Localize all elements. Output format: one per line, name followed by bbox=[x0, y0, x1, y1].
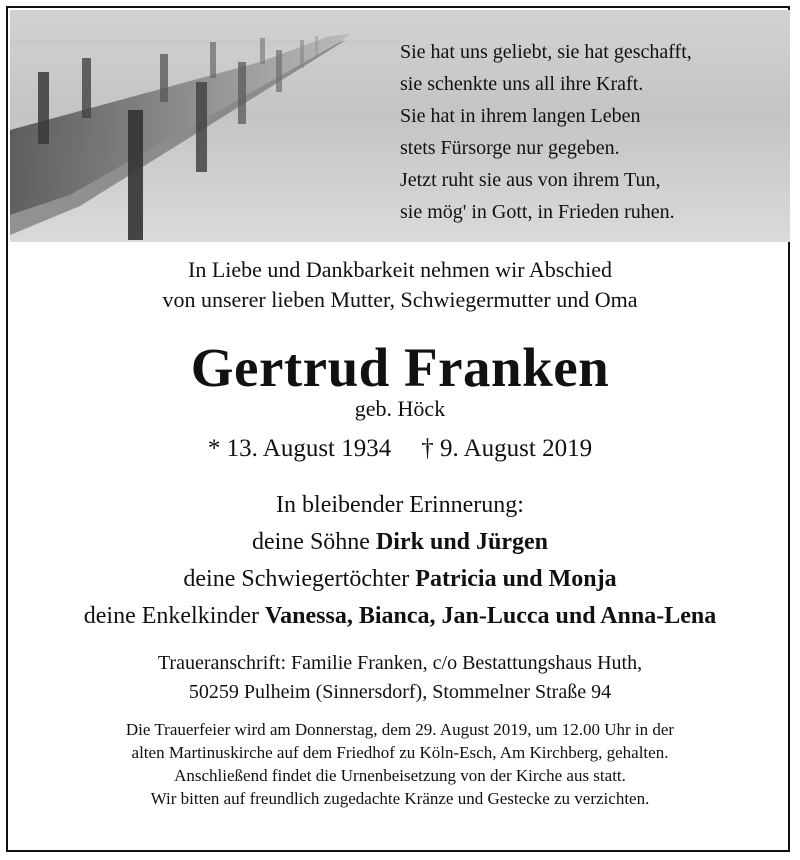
sons-names: Dirk und Jürgen bbox=[375, 529, 549, 555]
mourners-sons bbox=[0, 524, 800, 561]
notice-line: Anschließend findet die Urnenbeisetzung von der Kirche aus statt. bbox=[174, 766, 626, 785]
mourning-address bbox=[0, 649, 800, 707]
grandchildren-names: Vanessa, Bianca, Jan-Lucca und Anna-Lena bbox=[265, 603, 717, 629]
poem-line: Sie hat in ihrem langen Leben bbox=[400, 105, 641, 127]
poem-line: sie schenkte uns all ihre Kraft. bbox=[400, 73, 644, 95]
intro-line: In Liebe und Dankbarkeit nehmen wir Abschied bbox=[188, 257, 612, 282]
poem-line: stets Fürsorge nur gegeben. bbox=[400, 137, 620, 159]
sons-prefix: deine Söhne bbox=[251, 529, 370, 555]
birth-name: geb. Höck bbox=[354, 396, 446, 421]
birth-date: * 13. August 1934 bbox=[207, 435, 392, 462]
deceased-name: Gertrud Franken bbox=[190, 337, 610, 398]
poem-line: Sie hat uns geliebt, sie hat geschafft, bbox=[400, 41, 692, 63]
poem-line: sie mög' in Gott, in Frieden ruhen. bbox=[400, 201, 675, 223]
mourners-daughters-in-law bbox=[0, 561, 800, 598]
funeral-notice bbox=[0, 718, 800, 810]
address-line: Traueranschrift: Familie Franken, c/o Bestattungshaus Huth, bbox=[157, 652, 643, 674]
life-dates bbox=[0, 432, 800, 466]
daughters-in-law-names: Patricia und Monja bbox=[415, 566, 617, 592]
address-line: 50259 Pulheim (Sinnersdorf), Stommelner Straße 94 bbox=[188, 681, 612, 703]
notice-line: alten Martinuskirche auf dem Friedhof zu Köln-Esch, Am Kirchberg, gehalten. bbox=[131, 743, 669, 762]
intro-line: von unserer lieben Mutter, Schwiegermutter und Oma bbox=[162, 287, 638, 312]
daughters-in-law-prefix: deine Schwiegertöchter bbox=[183, 566, 410, 592]
death-date: † 9. August 2019 bbox=[421, 435, 593, 462]
mourners-grandchildren bbox=[0, 598, 800, 635]
mourners bbox=[0, 487, 800, 635]
notice-line: Die Trauerfeier wird am Donnerstag, dem 29. August 2019, um 12.00 Uhr in der bbox=[125, 720, 675, 739]
notice-line: Wir bitten auf freundlich zugedachte Kränze und Gestecke zu verzichten. bbox=[150, 789, 650, 808]
grandchildren-prefix: deine Enkelkinder bbox=[83, 603, 260, 629]
mourners-heading: In bleibender Erinnerung: bbox=[276, 492, 524, 518]
intro-text bbox=[0, 255, 800, 315]
poem bbox=[400, 36, 780, 228]
poem-line: Jetzt ruht sie aus von ihrem Tun, bbox=[400, 169, 661, 191]
